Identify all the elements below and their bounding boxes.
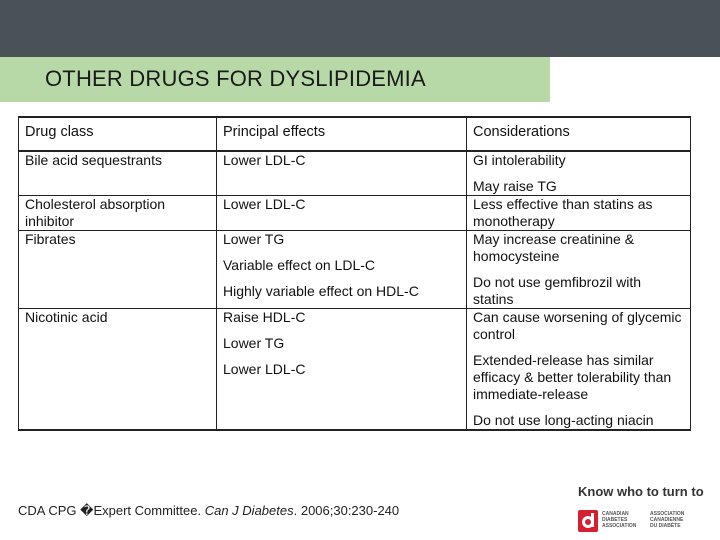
effect-text: Lower LDL-C — [223, 152, 306, 168]
consideration-text: Do not use long-acting niacin — [473, 412, 654, 428]
effect-text: Variable effect on LDL-C — [223, 257, 376, 273]
drug-class-text: Cholesterol absorption inhibitor — [25, 196, 166, 229]
consideration-text: Less effective than statins as monotherapy — [473, 196, 653, 229]
header-considerations: Considerations — [467, 117, 691, 151]
consideration-text: May raise TG — [473, 178, 557, 194]
consideration-text: Can cause worsening of glycemic control — [473, 309, 682, 342]
considerations-cell — [467, 151, 691, 196]
effect-text: Lower LDL-C — [223, 361, 306, 377]
header-principal-effects: Principal effects — [217, 117, 467, 151]
effects-cell — [217, 151, 467, 196]
table-row — [19, 151, 691, 196]
cda-logo — [578, 508, 698, 536]
consideration-text: Do not use gemfibrozil with statins — [473, 274, 642, 307]
considerations-cell — [467, 309, 691, 431]
drug-class-cell — [19, 231, 217, 309]
table-row — [19, 309, 691, 431]
drug-class-text: Nicotinic acid — [25, 309, 108, 325]
effects-cell — [217, 231, 467, 309]
considerations-cell — [467, 231, 691, 309]
logo-text-en: CANADIAN DIABETES ASSOCIATION — [602, 511, 637, 529]
consideration-text: May increase creatinine & homocysteine — [473, 231, 635, 264]
citation-journal: Can J Diabetes — [204, 503, 294, 518]
effects-cell — [217, 196, 467, 231]
logo-text-fr: ASSOCIATION CANADIENNE DU DIABÈTE — [650, 511, 685, 529]
top-bar — [0, 0, 720, 57]
table-header-row — [19, 117, 691, 151]
drug-class-text: Bile acid sequestrants — [25, 152, 162, 168]
cda-logo-mark-icon — [578, 510, 598, 532]
effect-text: Highly variable effect on HDL-C — [223, 283, 419, 299]
considerations-cell — [467, 196, 691, 231]
drug-class-cell — [19, 196, 217, 231]
table-row — [19, 231, 691, 309]
header-drug-class: Drug class — [19, 117, 217, 151]
citation-suffix: . 2006;30:230-240 — [293, 503, 400, 518]
effect-text: Lower LDL-C — [223, 196, 306, 212]
drug-class-text: Fibrates — [25, 231, 76, 247]
slide-title: OTHER DRUGS FOR DYSLIPIDEMIA — [45, 66, 426, 91]
brand-tagline: Know who to turn to — [578, 484, 704, 499]
drug-table — [18, 116, 691, 431]
consideration-text: Extended-release has similar efficacy & better tolerability than immediate-release — [473, 352, 672, 402]
effects-cell — [217, 309, 467, 431]
effect-text: Lower TG — [223, 231, 285, 247]
citation — [18, 503, 399, 519]
consideration-text: GI intolerability — [473, 152, 566, 168]
effect-text: Lower TG — [223, 335, 285, 351]
effect-text: Raise HDL-C — [223, 309, 306, 325]
drug-class-cell — [19, 151, 217, 196]
table-row — [19, 196, 691, 231]
drug-class-cell — [19, 309, 217, 431]
citation-prefix: CDA CPG �Expert Committee. — [18, 503, 205, 518]
